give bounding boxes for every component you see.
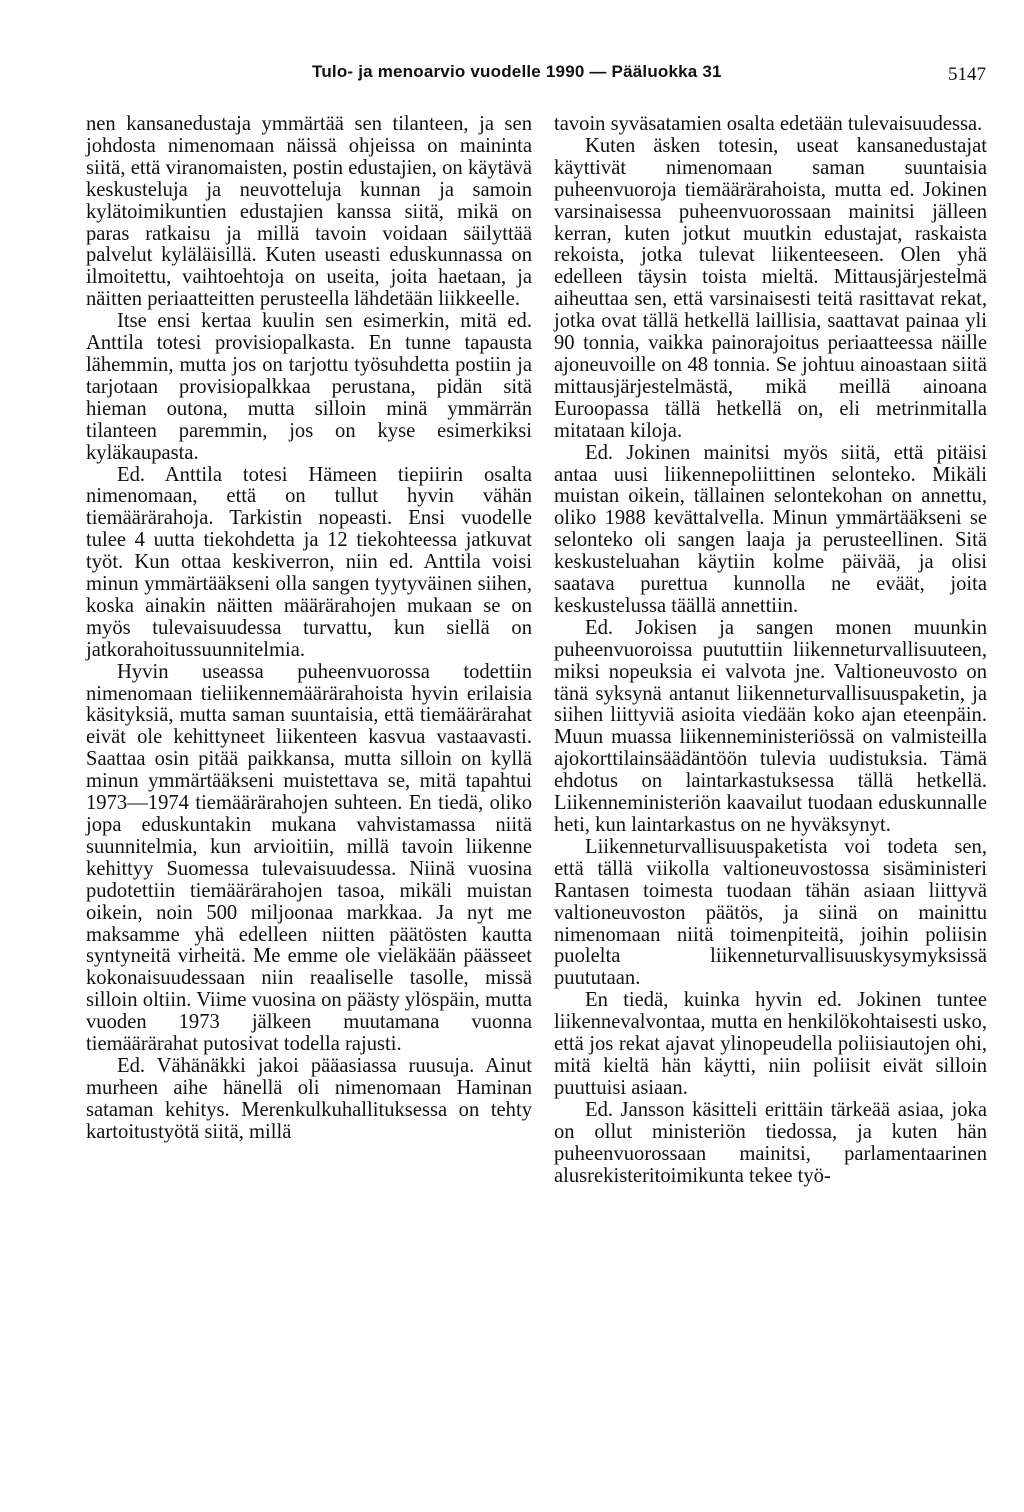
paragraph: En tiedä, kuinka hyvin ed. Jokinen tuntee liikennevalvontaa, mutta en henkilökohtaisesti usko, että jos rekat ajavat ylinopeudella poliisiautojen ohi, mitä kieltä hän käytti, niin poliisit eivät silloin puuttuisi asiaan. [554,989,987,1099]
running-head: Tulo- ja menoarvio vuodelle 1990 — Pääluokka 31 [312,62,722,81]
paragraph: tavoin syväsatamien osalta edetään tulevaisuudessa. [554,113,983,135]
paragraph: Liikenneturvallisuuspaketista voi todeta sen, että tällä viikolla valtioneuvostossa sisäministeri Rantasen toimesta tuodaan tähän asiaan liittyvä valtioneuvoston päätös, ja siinä on mainittu nimenomaan niitä toimenpiteitä, joihin poliisin puolelta liikenneturvallisuuskysymyksissä puututaan. [554,835,987,990]
page-header [0,62,1024,92]
paragraph: Ed. Anttila totesi Hämeen tiepiirin osalta nimenomaan, että on tullut hyvin vähän tiemäärärahoja. Tarkistin nopeasti. Ensi vuodelle tulee 4 uutta tiekohdetta ja 12 tiekohteessa jatkuvat työt. Kun ottaa keskiverron, niin ed. Anttila voisi minun ymmärtääkseni olla sangen tyytyväinen siihen, koska ainakin näitten määrärahojen mukaan se on myös tulevaisuudessa turvattu, kun siellä on jatkorahoitussuunnitelmia. [86,463,532,661]
paragraph: nen kansanedustaja ymmärtää sen tilanteen, ja sen johdosta nimenomaan näissä ohjeissa on maininta siitä, että viranomaisten, postin edustajien, on käytävä keskusteluja ja neuvotteluja kunnan ja samoin kylätoimikuntien edustajien kanssa siitä, mikä on paras ratkaisu ja millä tavoin voidaan säilyttää palvelut kyläläisillä. Kuten useasti eduskunnassa on ilmoitettu, vaihtoehtoja on useita, joita haetaan, ja näitten periaatteitten perusteella lähdetään liikkeelle. [86,113,532,311]
page-number: 5147 [948,64,986,85]
left-column [86,114,532,1144]
paragraph: Itse ensi kertaa kuulin sen esimerkin, mitä ed. Anttila totesi provisiopalkasta. En tunne tapausta lähemmin, mutta jos on tarjottu työsuhdetta postiin ja tarjotaan provisiopalkkaa perustana, pidän sitä hieman outona, mutta silloin minä ymmärrän tilanteen paremmin, jos on kyse esimerkiksi kyläkaupasta. [86,310,532,464]
paragraph: Kuten äsken totesin, useat kansanedustajat käyttivät nimenomaan saman suuntaisia puheenvuoroja tiemäärärahoista, mutta ed. Jokinen varsinaisessa puheenvuorossaan mainitsi jälleen kerran, kuten jotkut muutkin edustajat, raskaista rekoista, jotka tulevat liikenteeseen. Olen yhä edelleen täysin toista mieltä. Mittausjärjestelmä aiheuttaa sen, että varsinaisesti teitä rasittavat rekat, jotka ovat tällä hetkellä laillisia, saattavat painaa yli 90 tonnia, vaikka painorajoitus periaatteessa näille ajoneuvoille on 48 tonnia. Se johtuu ainoastaan siitä mittausjärjestelmästä, mikä meillä ainoana Euroopassa tällä hetkellä on, eli metrinmitalla mitataan kiloja. [554,134,987,442]
paragraph: Ed. Jansson käsitteli erittäin tärkeää asiaa, joka on ollut ministeriön tiedossa, ja kuten hän puheenvuorossaan mainitsi, parlamentaarinen alusrekisteritoimikunta tekee työ- [554,1098,987,1187]
paragraph: Ed. Vähänäkki jakoi pääasiassa ruusuja. Ainut murheen aihe hänellä oli nimenomaan Haminan sataman kehitys. Merenkulkuhallituksessa on tehty kartoitustyötä siitä, millä [86,1054,532,1143]
right-column [554,114,987,1187]
paragraph: Hyvin useassa puheenvuorossa todettiin nimenomaan tieliikennemäärärahoista hyvin erilaisia käsityksiä, mutta saman suuntaisia, että tiemäärärahat eivät ole kehittyneet liikenteen kasvua vastaavasti. Saattaa osin pitää paikkansa, mutta silloin on kyllä minun ymmärtääkseni muistettava se, mitä tapahtui 1973—1974 tiemäärärahojen suhteen. En tiedä, oliko jopa eduskuntakin mukana vahvistamassa niitä suunnitelmia, kun arvioitiin, millä tavoin liikenne kehittyy Suomessa tulevaisuudessa. Niinä vuosina pudotettiin tiemäärärahojen tasoa, mikäli muistan oikein, noin 500 miljoonaa markkaa. Ja nyt me maksamme yhä edelleen niitten päätösten kautta syntyneitä virheitä. Me emme ole vieläkään päässeet kokonaisuudessaan niin reaaliselle tasolle, missä silloin oltiin. Viime vuosina on päästy ylöspäin, mutta vuoden 1973 jälkeen muutamana vuonna tiemäärärahat putosivat todella rajusti. [86,660,532,1056]
paragraph: Ed. Jokisen ja sangen monen muunkin puheenvuoroissa puututtiin liikenneturvallisuuteen, miksi nopeuksia ei valvota jne. Valtioneuvosto on tänä syksynä antanut liikenneturvallisuuspaketin, ja siihen liittyviä asioita viedään koko ajan eteenpäin. Muun muassa liikenneministeriössä on valmisteilla ajokorttilainsäädäntöön tulevia uudistuksia. Tämä ehdotus on laintarkastuksessa tällä hetkellä. Liikenneministeriön kaavailut tuodaan eduskunnalle heti, kun laintarkastus on ne hyväksynyt. [554,616,987,836]
paragraph: Ed. Jokinen mainitsi myös siitä, että pitäisi antaa uusi liikennepoliittinen selonteko. Mikäli muistan oikein, tällainen selontekohan on annettu, oliko 1988 kevättalvella. Minun ymmärtääkseni se selonteko oli sangen laaja ja perusteellinen. Sitä keskusteluahan käytiin kolme päivää, ja olisi saatava purettua kunnolla ne eväät, joita keskustelussa täällä annettiin. [554,441,987,617]
